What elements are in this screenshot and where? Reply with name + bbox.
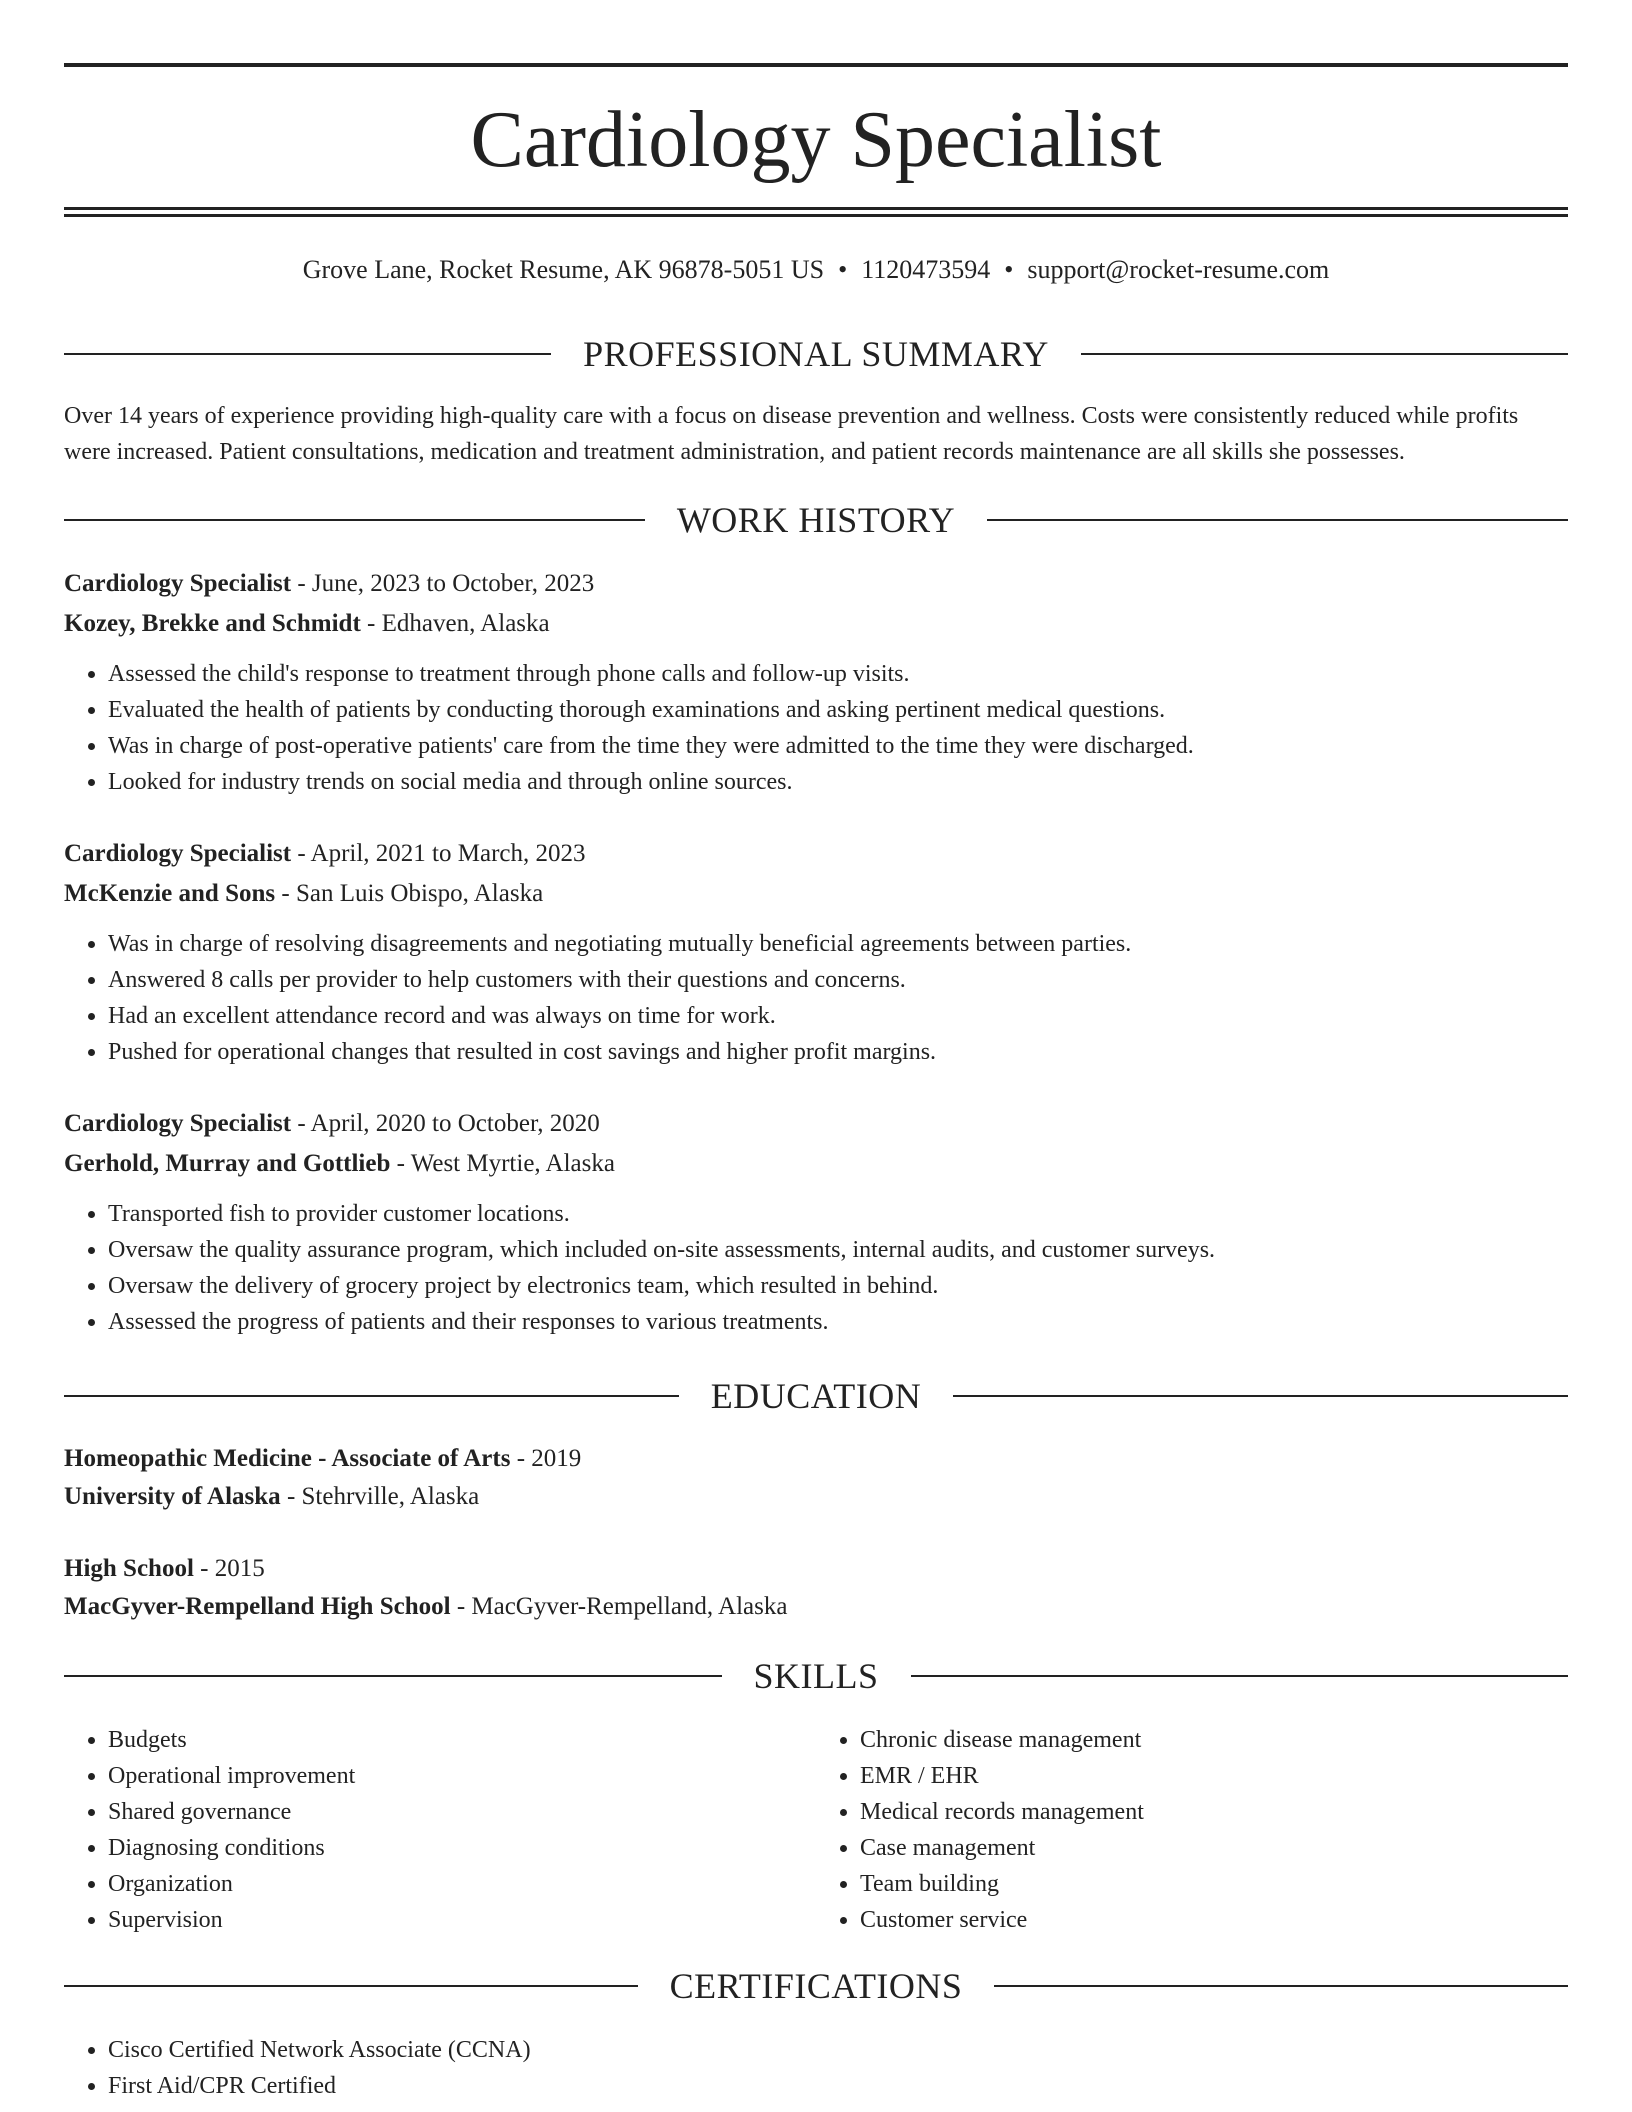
job-entry: [64, 564, 1568, 800]
resume-name: Cardiology Specialist: [470, 96, 1162, 184]
heading-rule: [1081, 353, 1568, 355]
education-entry: [64, 1440, 1568, 1516]
certification-item: • Cisco Certified Network Associate (CCNA): [108, 2032, 1568, 2068]
double-rule: [64, 207, 1568, 217]
list-item: • Had an excellent attendance record and was always on time for work.: [108, 998, 1568, 1034]
section-title: WORK HISTORY: [676, 500, 956, 540]
skill-item: • Case management: [860, 1830, 1568, 1866]
job-company-line: [64, 1144, 1568, 1184]
heading-rule: [64, 1675, 722, 1677]
section-heading-certifications: [64, 1966, 1568, 2006]
job-dates: - June, 2023 to October, 2023: [291, 570, 595, 597]
job-entry: [64, 1104, 1568, 1340]
contact-address: Grove Lane, Rocket Resume, AK 96878-5051 US: [302, 255, 825, 284]
list-item: • Pushed for operational changes that resulted in cost savings and higher profit margins.: [108, 1034, 1568, 1070]
skill-item: • Organization: [108, 1866, 816, 1902]
skill-item: • Chronic disease management: [860, 1722, 1568, 1758]
section-heading-work: [64, 500, 1568, 540]
skill-item: • EMR / EHR: [860, 1758, 1568, 1794]
heading-rule: [64, 519, 645, 521]
education-degree: High School: [64, 1555, 194, 1582]
certification-item: • First Aid/CPR Certified: [108, 2068, 1568, 2104]
skill-item: • Customer service: [860, 1902, 1568, 1938]
heading-rule: [994, 1985, 1568, 1987]
heading-rule: [64, 1395, 679, 1397]
job-company-line: [64, 604, 1568, 644]
contact-separator: •: [1004, 255, 1014, 284]
section-heading-summary: [64, 334, 1568, 374]
job-location: - Edhaven, Alaska: [360, 610, 550, 637]
section-title: PROFESSIONAL SUMMARY: [583, 334, 1049, 374]
heading-rule: [64, 353, 551, 355]
skill-item: • Supervision: [108, 1902, 816, 1938]
education-school-line: [64, 1478, 1568, 1516]
skill-item: • Budgets: [108, 1722, 816, 1758]
skill-item: • Diagnosing conditions: [108, 1830, 816, 1866]
section-heading-education: [64, 1376, 1568, 1416]
job-bullets: [64, 656, 1568, 800]
list-item: • Assessed the child's response to treatment through phone calls and follow-up visits.: [108, 656, 1568, 692]
job-company: Gerhold, Murray and Gottlieb: [64, 1150, 391, 1177]
contact-phone: 1120473594: [861, 255, 991, 284]
job-role: Cardiology Specialist: [64, 570, 292, 597]
job-location: - West Myrtie, Alaska: [390, 1150, 615, 1177]
list-item: • Evaluated the health of patients by conducting thorough examinations and asking pertinent medical questions.: [108, 692, 1568, 728]
heading-rule: [953, 1395, 1568, 1397]
section-heading-skills: [64, 1656, 1568, 1696]
education-year: - 2019: [510, 1445, 582, 1472]
section-title: SKILLS: [753, 1656, 879, 1696]
education-school: MacGyver-Rempelland High School: [64, 1593, 451, 1620]
job-title-line: [64, 1104, 1568, 1144]
job-location: - San Luis Obispo, Alaska: [275, 880, 544, 907]
section-title: EDUCATION: [710, 1376, 922, 1416]
education-degree: Homeopathic Medicine - Associate of Arts: [64, 1445, 511, 1472]
heading-rule: [987, 519, 1568, 521]
job-entry: [64, 834, 1568, 1070]
certifications-list: [64, 2032, 1568, 2104]
job-role: Cardiology Specialist: [64, 1110, 292, 1137]
job-bullets: [64, 1196, 1568, 1340]
list-item: • Oversaw the quality assurance program, which included on-site assessments, internal audits, and customer surveys.: [108, 1232, 1568, 1268]
job-dates: - April, 2020 to October, 2020: [291, 1110, 600, 1137]
job-company: McKenzie and Sons: [64, 880, 276, 907]
contact-line: [64, 252, 1568, 288]
education-location: - MacGyver-Rempelland, Alaska: [450, 1593, 788, 1620]
skills-right-list: [816, 1722, 1568, 1938]
list-item: • Answered 8 calls per provider to help customers with their questions and concerns.: [108, 962, 1568, 998]
education-year: - 2015: [193, 1555, 265, 1582]
list-item: • Was in charge of resolving disagreements and negotiating mutually beneficial agreements between parties.: [108, 926, 1568, 962]
heading-rule: [911, 1675, 1569, 1677]
job-title-line: [64, 834, 1568, 874]
job-title-line: [64, 564, 1568, 604]
skills-columns: [64, 1722, 1568, 1938]
education-school: University of Alaska: [64, 1483, 281, 1510]
job-bullets: [64, 926, 1568, 1070]
list-item: • Looked for industry trends on social media and through online sources.: [108, 764, 1568, 800]
education-location: - Stehrville, Alaska: [280, 1483, 480, 1510]
list-item: • Assessed the progress of patients and their responses to various treatments.: [108, 1304, 1568, 1340]
heading-rule: [64, 1985, 638, 1987]
education-school-line: [64, 1588, 1568, 1626]
contact-separator: •: [838, 255, 848, 284]
education-degree-line: [64, 1550, 1568, 1588]
job-role: Cardiology Specialist: [64, 840, 292, 867]
top-rule: [64, 63, 1568, 67]
job-dates: - April, 2021 to March, 2023: [291, 840, 586, 867]
list-item: • Was in charge of post-operative patients' care from the time they were admitted to the time they were discharged.: [108, 728, 1568, 764]
section-title: CERTIFICATIONS: [669, 1966, 963, 2006]
education-degree-line: [64, 1440, 1568, 1478]
list-item: • Transported fish to provider customer locations.: [108, 1196, 1568, 1232]
job-company: Kozey, Brekke and Schmidt: [64, 610, 361, 637]
skills-left-list: [64, 1722, 816, 1938]
skill-item: • Shared governance: [108, 1794, 816, 1830]
contact-email: support@rocket-resume.com: [1027, 255, 1330, 284]
summary-text: Over 14 years of experience providing high-quality care with a focus on disease prevention and wellness. Costs were consistently reduced while profits were increased. Patient consultations, medication and treatment administration, and patient records maintenance are all skills she possesses.: [64, 403, 1519, 465]
list-item: • Oversaw the delivery of grocery project by electronics team, which resulted in behind.: [108, 1268, 1568, 1304]
job-company-line: [64, 874, 1568, 914]
certifications-block: [64, 2032, 1568, 2104]
skill-item: • Operational improvement: [108, 1758, 816, 1794]
skill-item: • Team building: [860, 1866, 1568, 1902]
skill-item: • Medical records management: [860, 1794, 1568, 1830]
education-entry: [64, 1550, 1568, 1626]
